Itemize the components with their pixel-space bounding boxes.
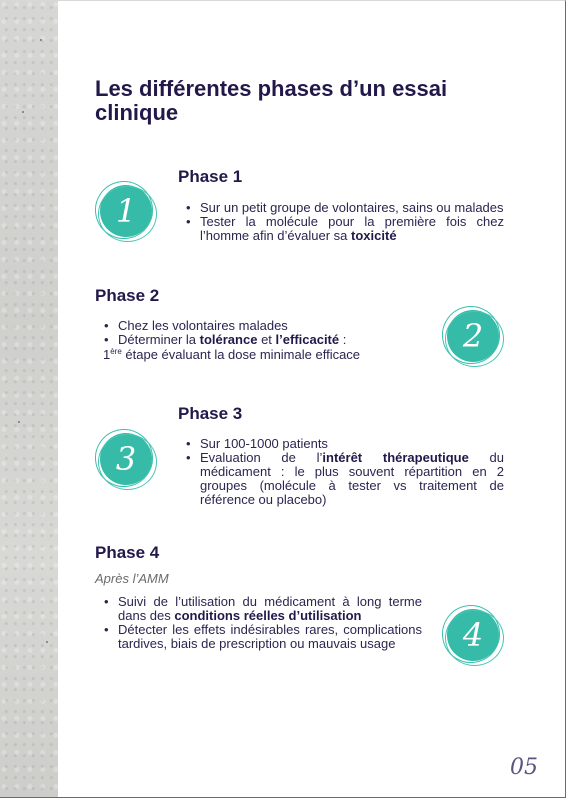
- page-title: Les différentes phases d’un essai clinique: [95, 76, 448, 125]
- phase2-list: [104, 319, 404, 347]
- phase1-list: [186, 201, 504, 243]
- list-item: • Suivi de l’utilisation du médicament à long terme dans des conditions réelles d’utilisation: [104, 595, 422, 623]
- page-number: 05: [510, 755, 538, 780]
- list-item: • Sur 100-1000 patients: [186, 437, 504, 451]
- phase1-number-badge: [95, 181, 157, 243]
- phase3-heading: Phase 3: [178, 404, 243, 423]
- list-item: • Tester la molécule pour la première fois chez l’homme afin d’évaluer sa toxicité: [186, 215, 504, 243]
- phase3-number-badge: [95, 429, 157, 491]
- phase4-badge-number: 4: [462, 616, 484, 654]
- phase3-badge-number: 3: [115, 440, 137, 478]
- phase2-note: 1ère étape évaluant la dose minimale efficace: [103, 347, 361, 362]
- phase4-subtitle: Après l’AMM: [95, 571, 169, 586]
- phase1-badge-number: 1: [115, 192, 137, 230]
- phase2-number-badge: [442, 306, 504, 368]
- list-item: • Déterminer la tolérance et l’efficacité :: [104, 333, 404, 347]
- phase2-heading: Phase 2: [95, 286, 160, 305]
- list-item: • Sur un petit groupe de volontaires, sains ou malades: [186, 201, 504, 215]
- list-item: • Détecter les effets indésirables rares, complications tardives, biais de prescription ou mauvais usage: [104, 623, 422, 651]
- phase3-list: [186, 437, 504, 507]
- list-item: • Chez les volontaires malades: [104, 319, 404, 333]
- phase1-heading: Phase 1: [178, 167, 243, 186]
- textured-side-strip: [0, 1, 58, 798]
- phase4-heading: Phase 4: [95, 543, 160, 562]
- list-item: • Evaluation de l’intérêt thérapeutique du médicament : le plus souvent répartition en 2 groupes (molécule à tester vs traitement de référence ou placebo): [186, 451, 504, 507]
- phase4-list: [104, 595, 422, 651]
- phase4-number-badge: [442, 605, 504, 667]
- phase2-badge-number: 2: [462, 317, 484, 355]
